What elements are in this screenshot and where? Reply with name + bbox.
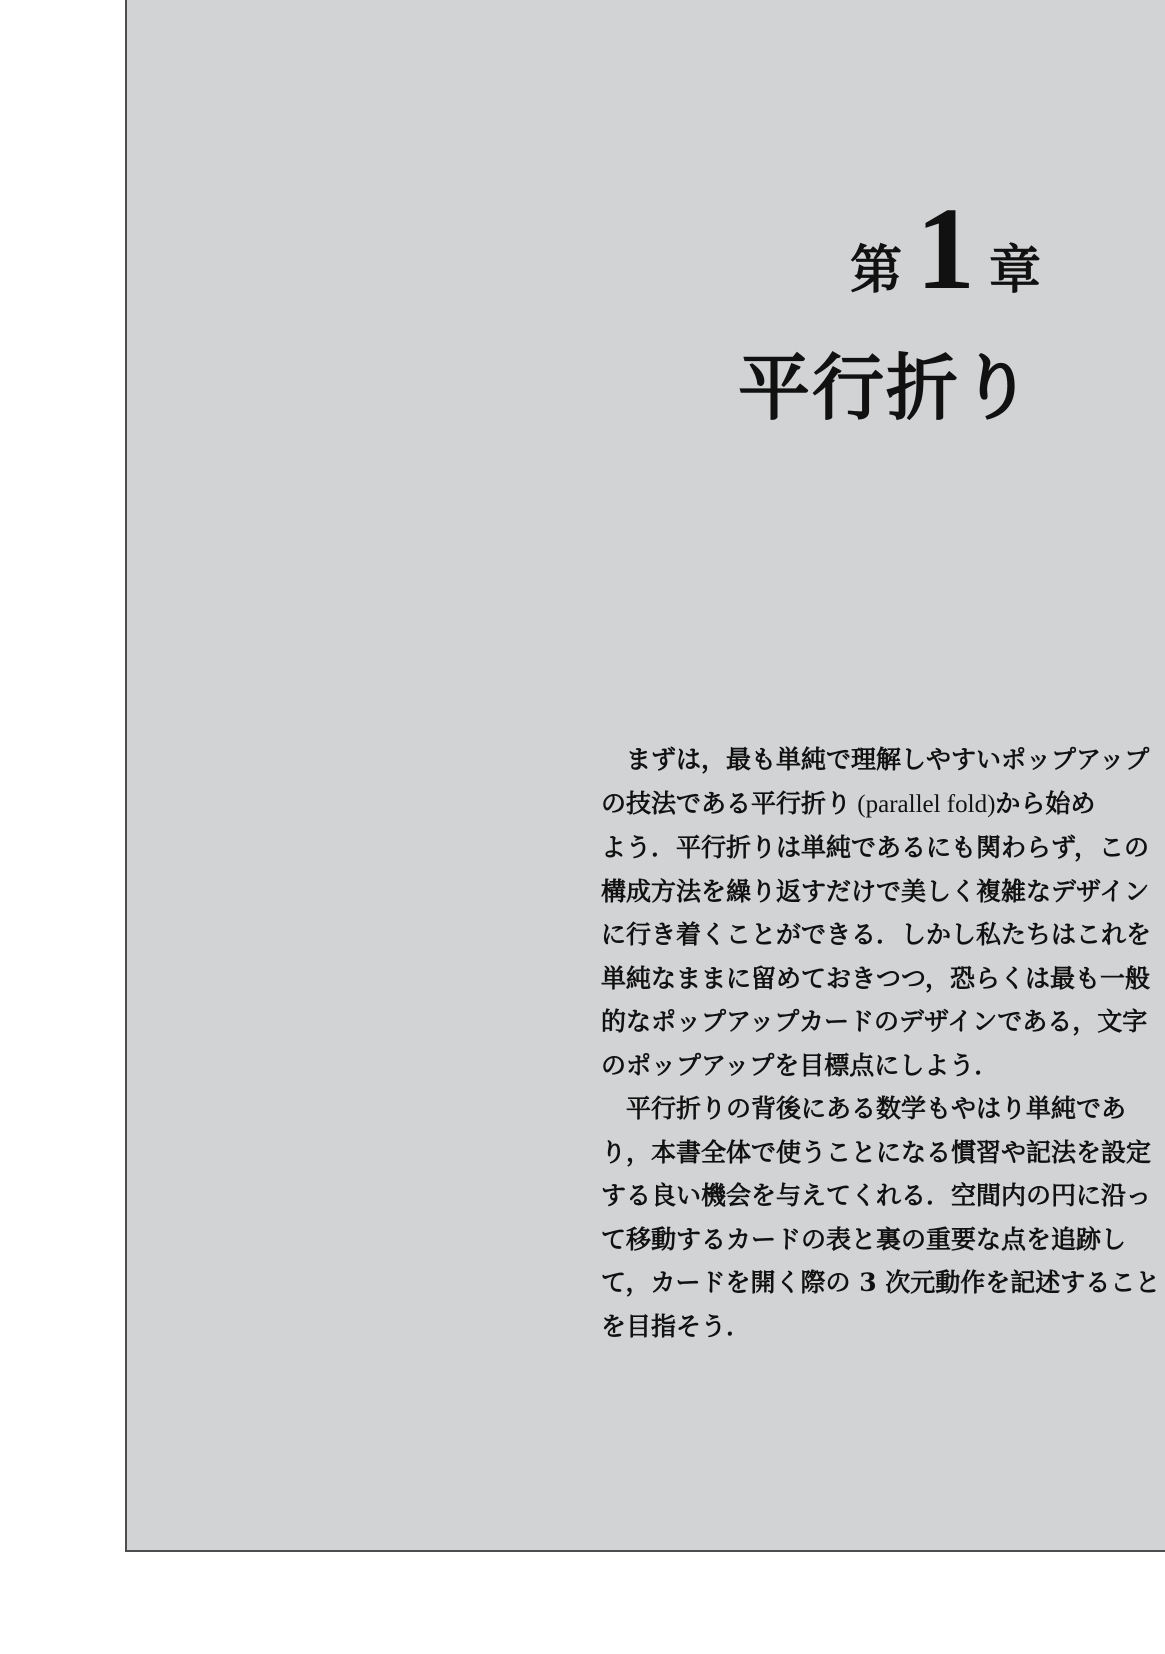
paragraph-1-line-2 [601,782,1165,827]
paragraph-2-line-1: 平行折りの背後にある数学もやはり単純であ [626,1094,1127,1123]
paragraph-1-line-6: 単純なままに留めておきつつ，恐らくは最も一般 [601,963,1151,993]
chapter-title: 平行折り [737,345,1034,430]
chapter-prefix: 第 [849,240,902,301]
english-term: (parallel fold) [851,790,996,818]
paragraph-1-line-3: よう．平行折りは単純であるにも関わらず，この [601,833,1150,862]
paragraph-2-line-4: て移動するカードの表と裏の重要な点を追跡し [601,1224,1127,1254]
paragraph-1-line-7: 的なポップアップカードのデザインである，文字 [601,1007,1148,1036]
paragraph-1-line-4: 構成方法を繰り返すだけで美しく複雑なデザイン [601,876,1150,906]
chapter-suffix: 章 [988,240,1041,301]
paragraph-2-line-3: する良い機会を与えてくれる．空間内の円に沿っ [601,1181,1152,1210]
chapter-heading [849,183,1041,314]
paragraph-1-line-5: に行き着くことができる．しかし私たちはこれを [601,920,1152,949]
paragraph-2-line-5: て，カードを開く際の 3 次元動作を記述すること [601,1268,1161,1297]
paragraph-1-line-8: のポップアップを目標点にしよう． [601,1050,1000,1080]
chapter-number: 1 [915,183,975,314]
chapter-page-panel [125,0,1165,1552]
term-highlight: 平行折り [751,788,852,818]
paragraph-2-line-6: を目指そう． [601,1311,752,1341]
text-run: の技法である [601,788,752,818]
chapter-intro-text [601,738,1165,1348]
text-run: から始め [995,788,1096,818]
paragraph-2-line-2: り，本書全体で使うことになる慣習や記法を設定 [601,1137,1152,1167]
paragraph-1-line-1: まずは，最も単純で理解しやすいポップアップ [626,745,1150,774]
